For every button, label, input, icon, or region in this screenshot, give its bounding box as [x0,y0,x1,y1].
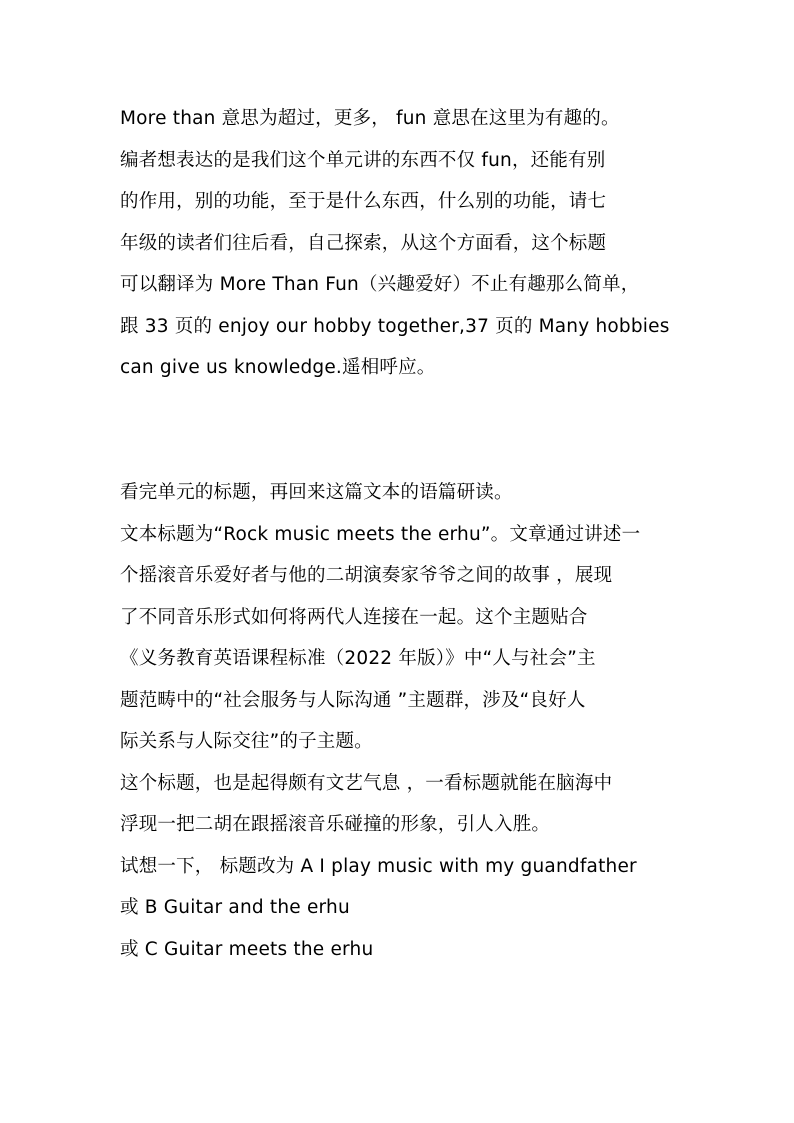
text-line: 浮现一把二胡在跟摇滚音乐碰撞的形象，引人入胜。 [120,814,551,835]
text-line: 试想一下， 标题改为 A I play music with my guandfather [120,855,637,877]
text-line: 或 C Guitar meets the erhu [120,938,374,960]
text-line: 题范畴中的“社会服务与人际沟通 ”主题群，涉及“良好人 [120,689,586,711]
paragraph-unit-title-explanation [120,98,680,389]
text-line: 这个标题，也是起得颇有文艺气息 ，一看标题就能在脑海中 [120,772,613,794]
text-line: 或 B Guitar and the erhu [120,897,350,918]
text-line: 跟 33 页的 enjoy our hobby together,37 页的 Many hobbies [120,315,670,337]
text-line: 编者想表达的是我们这个单元讲的东西不仅 fun，还能有别 [120,149,606,171]
text-line: 可以翻译为 More Than Fun（兴趣爱好）不止有趣那么简单， [120,274,640,295]
text-line: 年级的读者们往后看，自己探索，从这个方面看，这个标题 [120,232,607,254]
paragraph-text-title-analysis [120,472,680,970]
text-line: 的作用，别的功能，至于是什么东西，什么别的功能，请七 [120,191,607,212]
text-line: 看完单元的标题，再回来这篇文本的语篇研读。 [120,482,513,503]
text-line: 际关系与人际交往”的子主题。 [120,731,373,752]
text-line: 文本标题为“Rock music meets the erhu”。文章通过讲述一 [120,523,641,545]
text-line: More than 意思为超过，更多， fun 意思在这里为有趣的。 [120,108,620,129]
text-line: 个摇滚音乐爱好者与他的二胡演奏家爷爷之间的故事 ，展现 [120,565,613,586]
text-line: can give us knowledge.遥相呼应。 [120,357,436,378]
text-line: 了不同音乐形式如何将两代人连接在一起。这个主题贴合 [120,606,588,628]
text-line: 《义务教育英语课程标准（2022 年版）》中“人与社会”主 [120,648,596,669]
